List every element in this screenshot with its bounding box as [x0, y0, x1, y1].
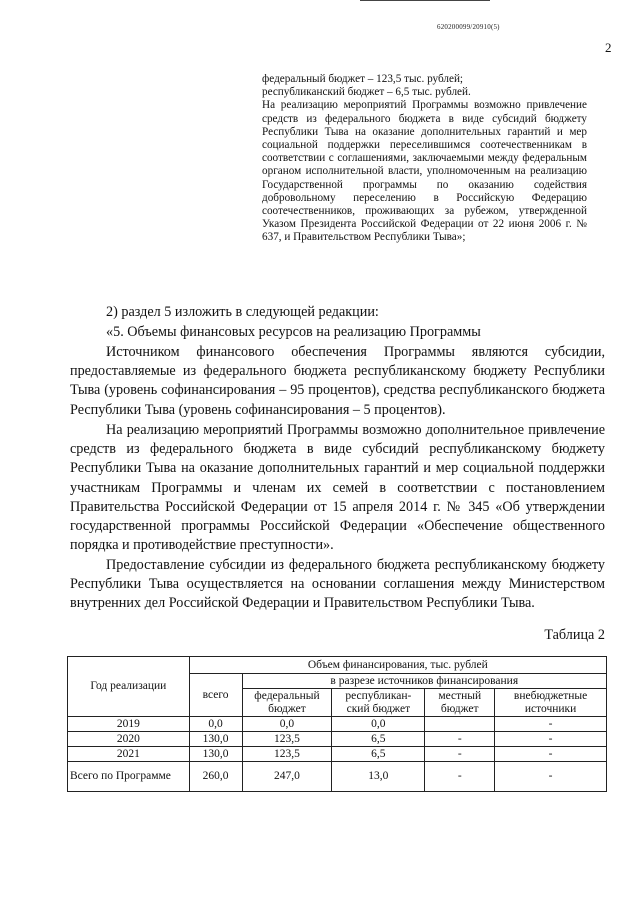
header-volume: Объем финансирования, тыс. рублей [189, 657, 606, 674]
header-total: всего [189, 674, 242, 717]
top-rule [360, 0, 490, 1]
table-caption: Таблица 2 [544, 627, 605, 643]
federal-budget-line: федеральный бюджет – 123,5 тыс. рублей; [262, 73, 464, 85]
header-federal: федеральный бюджет [242, 689, 332, 717]
quoted-passport-block [262, 73, 587, 245]
header-offbudget: внебюджетные источники [495, 689, 607, 717]
section-title: «5. Объемы финансовых ресурсов на реализацию Программы [106, 324, 481, 340]
table-row: 2020 130,0 123,5 6,5 - - [68, 732, 607, 747]
financing-table [67, 656, 607, 792]
amendment-item: 2) раздел 5 изложить в следующей редакции: [106, 304, 379, 320]
passport-paragraph: На реализацию мероприятий Программы возможно привлечение средств из федерального бюджета в виде субсидий бюджету Республики Тыва на оказание дополнительных гарантий и мер социальной поддержки переселившимся соотечественникам в соответствии с соглашениями, заключаемыми между федеральным органом исполнительной власти, уполномоченным на реализацию Государственной программы по оказанию содействия добровольному переселению в Российскую Федерацию соотечественников, проживающих за рубежом, утвержденной Указом Президента Российской Федерации от 22 июня 2006 г. № 637, и Правительством Республики Тыва»; [262, 99, 587, 244]
paragraph-subsidy-agreement: Предоставление субсидии из федерального бюджета республиканскому бюджету Республики Тыва осуществляется на основании соглашения между Министерством внутренних дел Российской Федерации и Правительством Республики Тыва. [70, 557, 605, 612]
republic-budget-line: республиканский бюджет – 6,5 тыс. рублей. [262, 86, 471, 99]
page-number: 2 [605, 40, 612, 55]
header-local: местный бюджет [425, 689, 495, 717]
document-number: 620200099/20910(5) [437, 23, 500, 31]
header-republic: республикан-ский бюджет [332, 689, 425, 717]
paragraph-additional-funds: На реализацию мероприятий Программы возможно дополнительное привлечение средств из федерального бюджета в виде субсидий республиканскому бюджету Республики Тыва на оказание дополнительных гарантий и мер социальной поддержки участникам Программы и членам их семей в соответствии с постановлением Правительства Российской Федерации от 15 апреля 2014 г. № 345 «Об утверждении государственной программы Российской Федерации «Обеспечение общественного порядка и противодействие преступности». [70, 422, 605, 554]
header-year: Год реализации [68, 657, 190, 717]
table-row-total: Всего по Программе 260,0 247,0 13,0 - - [68, 762, 607, 792]
paragraph-funding-source: Источником финансового обеспечения Программы являются субсидии, предоставляемые из федерального бюджета республиканскому бюджету Республики Тыва (уровень софинансирования – 95 процентов), средства республиканского бюджета Республики Тыва (уровень софинансирования – 5 процентов). [70, 344, 605, 418]
header-sources: в разрезе источников финансирования [242, 674, 606, 689]
table-row: 2019 0,0 0,0 0,0 - [68, 717, 607, 732]
table-row: 2021 130,0 123,5 6,5 - - [68, 747, 607, 762]
